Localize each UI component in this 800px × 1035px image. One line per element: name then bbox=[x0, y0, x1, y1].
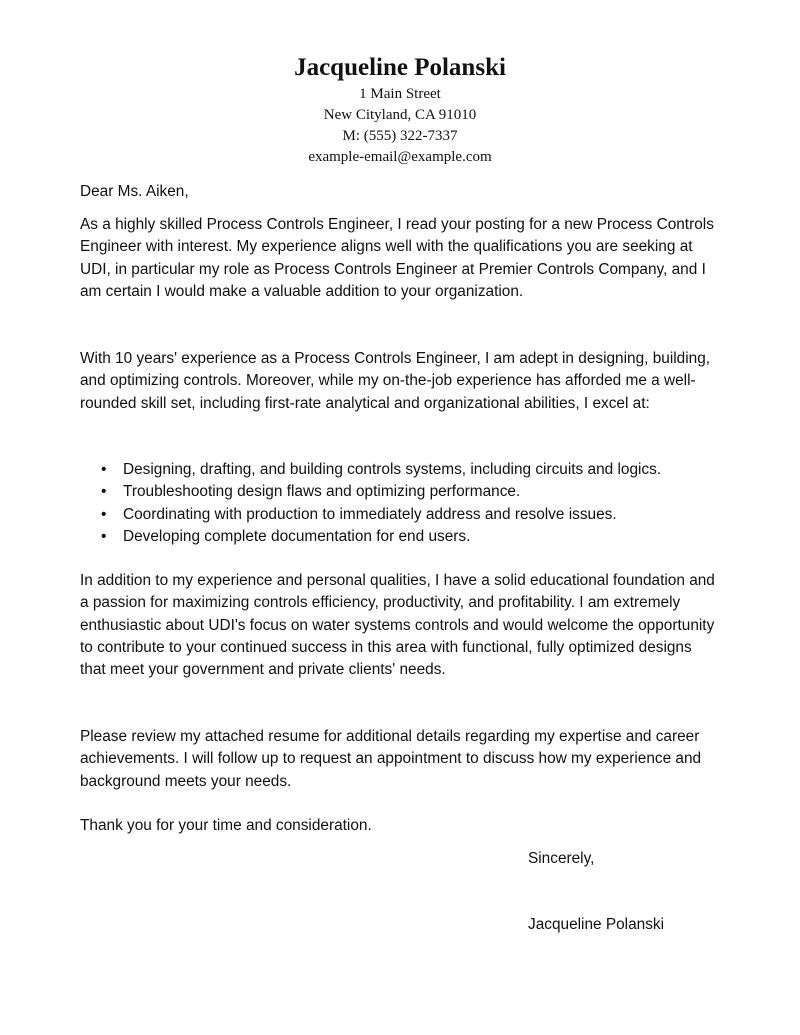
list-item bbox=[80, 459, 720, 481]
bullet-icon: • bbox=[101, 461, 107, 478]
paragraph-thanks: Thank you for your time and consideration. bbox=[80, 817, 372, 834]
paragraph-intro: As a highly skilled Process Controls Engineer, I read your posting for a new Process Controls Engineer with interest. My experience aligns well with the qualifications you are seeking at UDI, in particular my role as Process Controls Engineer at Premier Controls Company, and I am certain I would make a valuable addition to your organization. bbox=[80, 216, 714, 300]
email-address: example-email@example.com bbox=[308, 149, 492, 165]
address-city: New Cityland, CA 91010 bbox=[323, 107, 477, 123]
bullet-icon: • bbox=[101, 527, 107, 545]
paragraph-education: In addition to my experience and personal qualities, I have a solid educational foundation and a passion for maximizing controls efficiency, productivity, and profitability. I am extremely enthusiastic about UDI's focus on water systems controls and would welcome the opportunity to contribute to your continued success in this area with functional, fully optimized designs that meet your government and private clients' needs. bbox=[80, 572, 715, 679]
list-item bbox=[80, 481, 720, 503]
list-item bbox=[80, 526, 720, 548]
paragraph-experience: With 10 years' experience as a Process Controls Engineer, I am adept in designing, building, and optimizing controls. Moreover, while my on-the-job experience has afforded me a well-rounded skill set, including first-rate analytical and organizational abilities, I excel at: bbox=[80, 350, 711, 412]
list-item-text: Designing, drafting, and building controls systems, including circuits and logics. bbox=[123, 461, 662, 478]
bullet-icon: • bbox=[101, 505, 107, 523]
paragraph-follow-up: Please review my attached resume for additional details regarding my expertise and career achievements. I will follow up to request an appointment to discuss how my experience and background meets your needs. bbox=[80, 728, 702, 790]
list-item-text: Coordinating with production to immediately address and resolve issues. bbox=[123, 505, 617, 523]
skills-list bbox=[80, 459, 720, 548]
letter-header bbox=[0, 52, 800, 168]
phone-number: M: (555) 322-7337 bbox=[342, 128, 458, 144]
applicant-name: Jacqueline Polanski bbox=[294, 54, 506, 81]
list-item bbox=[80, 504, 720, 526]
closing: Sincerely, bbox=[528, 850, 595, 867]
bullet-icon: • bbox=[101, 483, 107, 501]
signature-name: Jacqueline Polanski bbox=[528, 916, 665, 933]
salutation: Dear Ms. Aiken, bbox=[80, 183, 189, 200]
list-item-text: Developing complete documentation for end users. bbox=[123, 527, 471, 545]
list-item-text: Troubleshooting design flaws and optimizing performance. bbox=[123, 483, 521, 501]
address-street: 1 Main Street bbox=[359, 86, 441, 102]
